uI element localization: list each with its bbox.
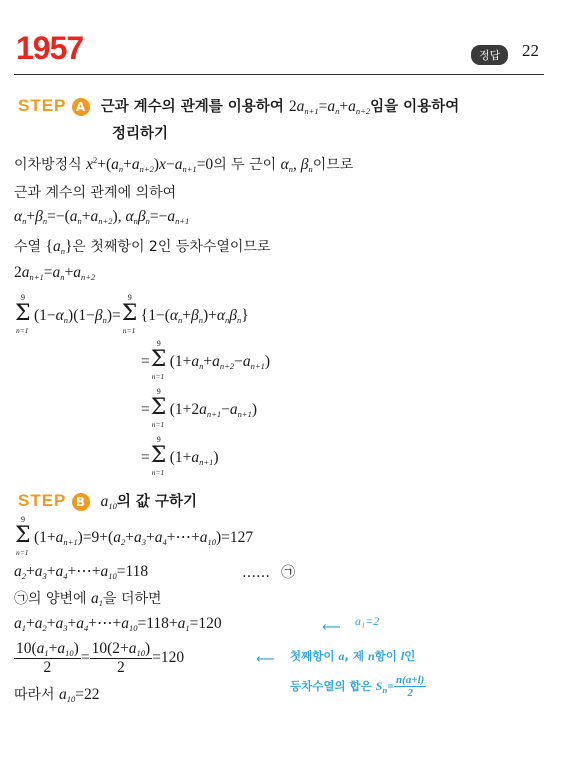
note-frac1-end: 인 <box>404 649 416 663</box>
note-frac1-post: 항이 <box>374 649 401 663</box>
step-b-title-post: 의 값 구하기 <box>116 494 197 510</box>
step-a-badge: A <box>72 98 90 116</box>
note-sum-formula-1: 첫째항이 a, 제 n항이 l인 <box>290 649 416 663</box>
sum-b-line-1: 9 Σ n=1 $(1+a_{n+1})=9+(a_2+a_3+a_4+\cdots+a_{10})=127$ <box>15 515 254 557</box>
step-a-relation: $2a_{n+1}=a_n+a_{n+2}$ <box>288 98 371 116</box>
step-a-title-pre: 근과 계수의 관계를 이용하여 <box>100 99 289 115</box>
sum-line-3: = 9 Σ n=1 $(1+2a_{n+1}-a_{n+1})$ <box>141 387 258 429</box>
step-b-header <box>18 490 197 511</box>
add-line <box>14 588 162 608</box>
circle-ref: ㉠ <box>281 565 296 581</box>
note-frac1-pre: 첫째항이 <box>290 649 339 663</box>
line-vieta: 근과 계수의 관계에 의하여 <box>14 185 177 201</box>
step-b-badge: B <box>72 493 90 511</box>
arith-relation: $2a_{n+1}=a_n+a_{n+2}$ <box>14 264 96 282</box>
full-sum-line: $a_1+a_2+a_3+a_4+\cdots+a_{10}=118+a_1=120$ <box>14 615 222 633</box>
partial-sum-line: $a_2+a_3+a_4+\cdots+a_{10}=118$ <box>14 563 149 581</box>
line-sequence-post: 은 첫째항이 2인 등차수열이므로 <box>72 239 271 255</box>
line-quadratic-end: 이므로 <box>312 157 354 173</box>
quadratic-equation: $x^2+(a_n+a_{n+2})x-a_{n+1}=0$ <box>86 155 214 174</box>
note-frac1-mid: , 제 <box>344 649 368 663</box>
sum-line-1: 9 Σ n=1 $(1-\alpha_n)(1-\beta_n)=$ 9 Σ n=1 $\{1-(\alpha_n+\beta_n)+\alpha_n\beta_n\}$ <box>15 293 249 335</box>
step-a-title-post: 임을 이용하여 <box>370 99 460 115</box>
add-line-ref: ㉠ <box>14 591 28 607</box>
conclusion-pre: 따라서 <box>14 687 60 703</box>
step-a-title-line2: 정리하기 <box>112 126 169 142</box>
sum-line-2: = 9 Σ n=1 $(1+a_n+a_{n+2}-a_{n+1})$ <box>141 339 271 381</box>
note-a1: a₁=2 <box>355 614 380 628</box>
step-a-header <box>18 95 459 116</box>
answer-value: 22 <box>522 41 539 60</box>
add-line-term: $a_1$ <box>91 590 103 608</box>
line-quadratic-post: 의 두 근이 <box>213 157 281 173</box>
conclusion <box>14 684 100 704</box>
add-line-post: 의 양변에 <box>28 591 91 607</box>
answer-badge: 정답 <box>471 45 508 65</box>
note-frac2: 등차수열의 합은 <box>290 679 376 693</box>
fraction-line: $\frac{10(a_1+a_{10})}{2}$ = $\frac{10(2+a_{10})}{2}$ =120 <box>16 640 185 676</box>
add-line-end: 을 더하면 <box>103 591 162 607</box>
sequence-symbol: $\{a_n\}$ <box>45 238 73 256</box>
ref-marker <box>242 562 295 582</box>
conclusion-value: $a_{10}=22$ <box>59 686 100 704</box>
line-quadratic <box>14 154 353 174</box>
sum-line-4: = 9 Σ n=1 $(1+a_{n+1})$ <box>141 435 219 477</box>
note-arrow-1: ⟵ <box>322 620 341 635</box>
line-sequence <box>14 236 270 256</box>
dots-marker: …… <box>242 565 270 581</box>
note-sum-formula-2: 등차수열의 합은 $S_n=$ $\frac{n(a+l)}{2}$ <box>290 674 425 699</box>
step-a-tag: STEP <box>18 96 67 115</box>
roots: $\alpha_n$, $\beta_n$ <box>280 156 313 174</box>
vieta-relations: $\alpha_n+\beta_n=-(a_n+a_{n+2})$, $\alpha_n\beta_n=-a_{n+1}$ <box>14 208 190 226</box>
note-arrow-2: ⟵ <box>256 652 275 667</box>
problem-number: 1957 <box>16 30 84 66</box>
line-sequence-pre: 수열 <box>14 239 46 255</box>
step-b-term: $a_{10}$ <box>100 493 117 511</box>
step-b-tag: STEP <box>18 491 67 510</box>
line-quadratic-pre: 이차방정식 <box>14 157 87 173</box>
header-divider <box>14 74 544 75</box>
